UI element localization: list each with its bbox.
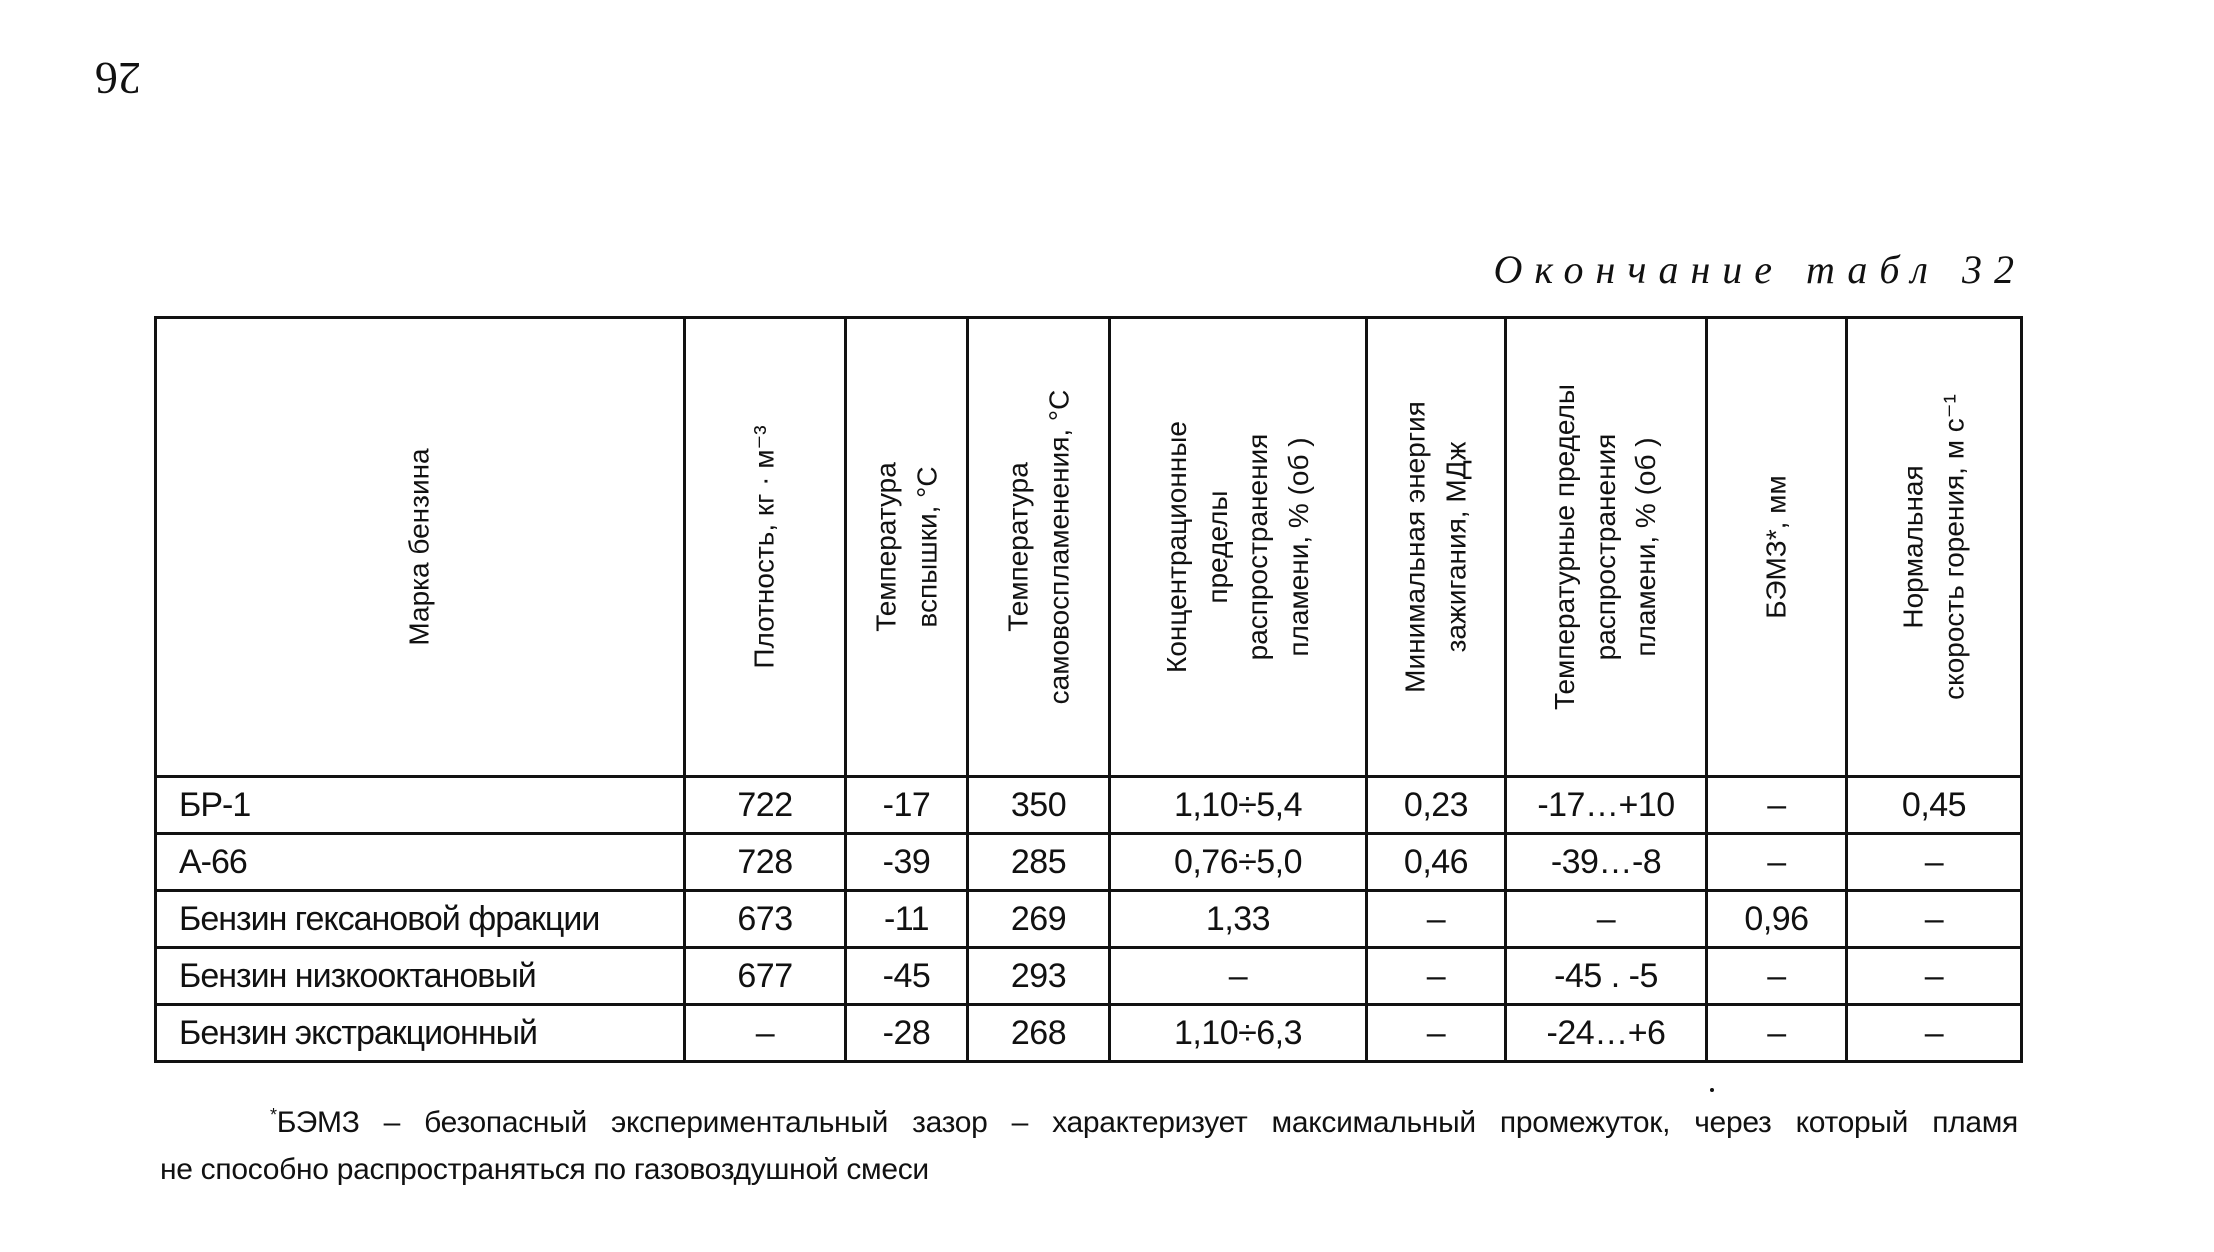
footnote-marker: *	[270, 1105, 277, 1125]
table-cell: 285	[968, 834, 1110, 891]
table-row	[156, 891, 2022, 948]
footnote-line-2: не способно распространяться по газовоздушной смеси	[160, 1152, 929, 1186]
table-cell: 268	[968, 1005, 1110, 1062]
table-cell: –	[1847, 1005, 2022, 1062]
table-cell: 269	[968, 891, 1110, 948]
header-label: Концентрационные пределы распространения пламени, % (об )	[1160, 421, 1314, 673]
header-label: Температура самовоспламенения, °С	[1001, 389, 1074, 705]
table-cell: 350	[968, 777, 1110, 834]
table-cell: 677	[685, 948, 846, 1005]
table-cell: -39…-8	[1506, 834, 1707, 891]
header-label: Плотность, кг · м⁻³	[748, 425, 780, 669]
footnote	[160, 1100, 2018, 1193]
header-label: Минимальная энергия зажигания, МДж	[1399, 401, 1471, 693]
header-burning-velocity	[1847, 318, 2022, 777]
table-cell: 0,45	[1847, 777, 2022, 834]
table-cell: 722	[685, 777, 846, 834]
footnote-text-1: БЭМЗ – безопасный экспериментальный зазор – характеризует максимальный промежуток, через который пламя	[276, 1106, 2018, 1139]
header-label: Температура вспышки, °С	[869, 462, 942, 632]
header-label: Нормальная скорость горения, м с⁻¹	[1897, 394, 1969, 700]
table-row	[156, 834, 2022, 891]
table-cell: -39	[846, 834, 968, 891]
table-cell: –	[1847, 834, 2022, 891]
header-temperature-limits	[1506, 318, 1707, 777]
table-cell: 293	[968, 948, 1110, 1005]
header-flash-point	[846, 318, 968, 777]
table-cell: –	[1110, 948, 1367, 1005]
table-cell: Бензин гексановой фракции	[156, 891, 685, 948]
header-brand	[156, 318, 685, 777]
header-besg	[1707, 318, 1847, 777]
table-row	[156, 1005, 2022, 1062]
table-cell: -17	[846, 777, 968, 834]
table-cell: 673	[685, 891, 846, 948]
table-cell: Бензин экстракционный	[156, 1005, 685, 1062]
table-cell: -28	[846, 1005, 968, 1062]
table-cell: –	[1847, 891, 2022, 948]
table-cell: –	[685, 1005, 846, 1062]
header-density	[685, 318, 846, 777]
table-cell: –	[1707, 948, 1847, 1005]
header-label: Температурные пределы распространения пламени, % (об )	[1549, 383, 1662, 711]
header-label: БЭМЗ*, мм	[1760, 475, 1792, 619]
table-cell: -45 . -5	[1506, 948, 1707, 1005]
table-cell: 1,10÷5,4	[1110, 777, 1367, 834]
footnote-line-1	[160, 1100, 2018, 1147]
table-header-row	[156, 318, 2022, 777]
table-cell: –	[1506, 891, 1707, 948]
table-cell: БР-1	[156, 777, 685, 834]
table-cell: 0,23	[1367, 777, 1506, 834]
table-cell: –	[1367, 891, 1506, 948]
table-cell: 0,46	[1367, 834, 1506, 891]
table-row	[156, 777, 2022, 834]
table-cell: 0,76÷5,0	[1110, 834, 1367, 891]
table-cell: –	[1707, 777, 1847, 834]
table-cell: 1,33	[1110, 891, 1367, 948]
table-cell: 728	[685, 834, 846, 891]
header-min-ignition-energy	[1367, 318, 1506, 777]
gasoline-properties-table	[154, 316, 2023, 1063]
table-cell: –	[1707, 1005, 1847, 1062]
table-cell: Бензин низкооктановый	[156, 948, 685, 1005]
stray-dot	[1710, 1088, 1714, 1092]
table-cell: –	[1367, 1005, 1506, 1062]
table-row	[156, 948, 2022, 1005]
table-cell: –	[1847, 948, 2022, 1005]
table-cell: -45	[846, 948, 968, 1005]
header-autoignition-temp	[968, 318, 1110, 777]
table-cell: 0,96	[1707, 891, 1847, 948]
table-cell: А-66	[156, 834, 685, 891]
table-cell: -17…+10	[1506, 777, 1707, 834]
table-caption: Окончание табл 32	[1493, 247, 2026, 292]
page-number: 26	[95, 53, 141, 104]
table-cell: -24…+6	[1506, 1005, 1707, 1062]
table-cell: -11	[846, 891, 968, 948]
header-label: Марка бензина	[403, 448, 435, 646]
table-cell: –	[1367, 948, 1506, 1005]
table-cell: –	[1707, 834, 1847, 891]
table-cell: 1,10÷6,3	[1110, 1005, 1367, 1062]
header-concentration-limits	[1110, 318, 1367, 777]
